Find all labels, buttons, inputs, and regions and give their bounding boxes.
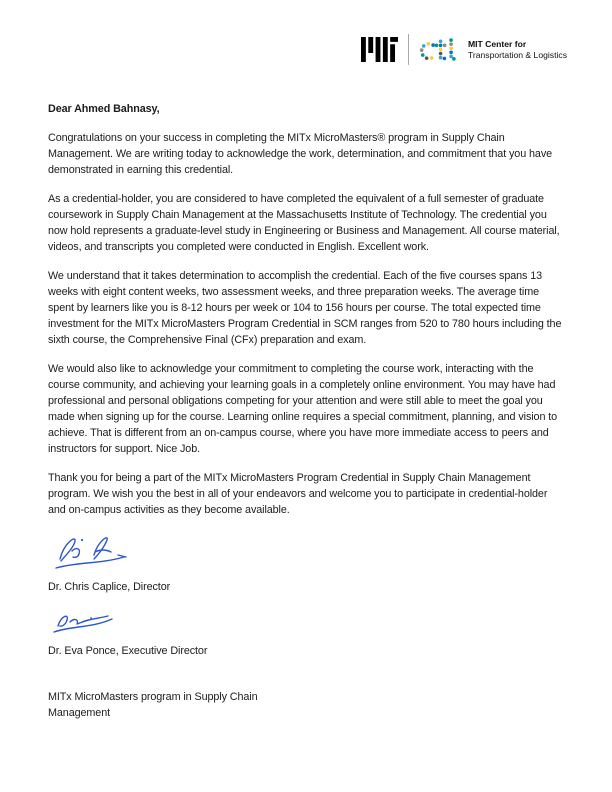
mit-logo-icon	[361, 37, 399, 62]
letter-paragraph-2: As a credential-holder, you are considered to have completed the equivalent of a full semester of graduate coursework in Supply Chain Management at the Massachusetts Institute of Technology. The credential you now hold represents a graduate-level study in Engineering or Business and Management. All course material, videos, and transcripts you completed were conducted in English. Excellent work.	[48, 193, 560, 253]
letter-paragraph-4: We would also like to acknowledge your commitment to completing the course work, interacting with the course community, and achieving your learning goals in a completely online environment. You may have had professional and personal obligations competing for your attention and were still able to meet the goal you made when signing up for the course. Learning online requires a special commitment, planning, and vision to achieve. That is different from an on-campus course, where you have more immediate access to peers and instructors for support. Nice Job.	[48, 363, 558, 455]
org-name-line1: MIT Center for	[467, 38, 527, 49]
org-name-line2: Transportation & Logistics	[467, 49, 567, 60]
logo-divider	[408, 34, 409, 65]
org-name	[468, 39, 567, 60]
salutation: Dear Ahmed Bahnasy,	[48, 103, 160, 115]
signature-chris-caplice	[48, 531, 567, 575]
ctl-dots-icon	[419, 36, 458, 64]
signature-eva-ponce	[48, 607, 567, 639]
signature-eva-ponce-icon	[48, 607, 128, 639]
signature-chris-caplice-icon	[48, 531, 138, 575]
letter-paragraph-3: We understand that it takes determination to accomplish the credential. Each of the five courses spans 13 weeks with eight content weeks, two assessment weeks, and three preparation weeks. The average time spent by learners like you is 8-12 hours per week or 104 to 156 hours per course. The total expected time investment for the MITx MicroMasters Program Credential in SCM ranges from 520 to 780 hours including the sixth course, the Comprehensive Final (CFx) preparation and exam.	[48, 270, 562, 346]
letter-paragraph-1: Congratulations on your success in completing the MITx MicroMasters® program in Supply Chain Management. We are writing today to acknowledge the work, determination, and commitment that you have demonstrated in earning this credential.	[48, 132, 553, 176]
signer-name-1: Dr. Chris Caplice, Director	[48, 581, 171, 593]
program-footer: MITx MicroMasters program in Supply Chain Management	[48, 691, 258, 719]
letter-body	[48, 101, 567, 721]
signer-name-2: Dr. Eva Ponce, Executive Director	[48, 645, 208, 657]
letter-paragraph-5: Thank you for being a part of the MITx MicroMasters Program Credential in Supply Chain Management program. We wish you the best in all of your endeavors and welcome you to participate in credential-holder and on-campus activities as they become available.	[48, 472, 548, 516]
header	[361, 34, 567, 65]
mit-logo	[361, 37, 399, 62]
ctl-dots-logo	[419, 36, 458, 64]
